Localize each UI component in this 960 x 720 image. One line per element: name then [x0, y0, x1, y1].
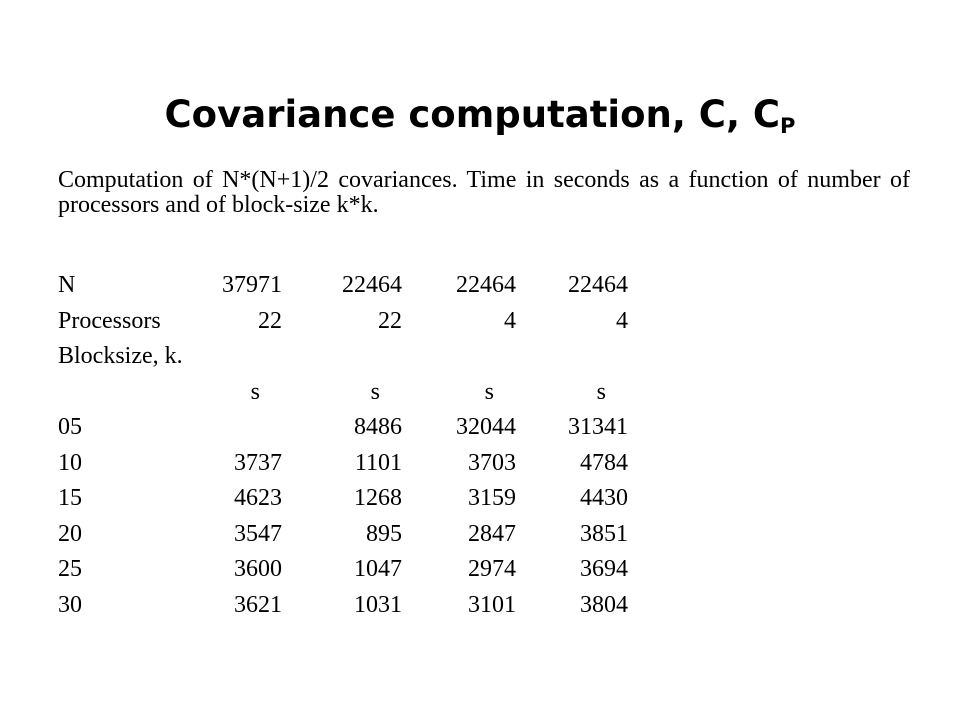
blocksize-value: 10	[58, 449, 82, 476]
time-cell: 3851	[580, 520, 628, 547]
time-cell: 3694	[580, 556, 628, 582]
title-main: Covariance computation, C, C	[164, 92, 781, 136]
time-cell: 3737	[234, 449, 282, 476]
time-cell: 8486	[354, 414, 402, 440]
processors-value: 4	[504, 307, 516, 334]
blocksize-value: 15	[58, 485, 82, 511]
time-cell: 4784	[580, 449, 628, 476]
blocksize-value: 05	[58, 414, 82, 440]
time-cell: 3101	[468, 591, 516, 618]
unit-label: s	[484, 378, 494, 405]
table-row	[58, 410, 628, 446]
units-spacer	[58, 375, 182, 411]
processors-label: Processors	[58, 307, 161, 334]
units-row	[58, 375, 628, 411]
n-value: 22464	[568, 272, 628, 298]
time-cell: 2974	[468, 556, 516, 582]
time-cell: 3547	[234, 520, 282, 547]
processors-value: 22	[258, 307, 282, 334]
processors-row	[58, 304, 628, 340]
blocksize-value: 25	[58, 556, 82, 582]
time-cell: 4623	[234, 485, 282, 511]
n-row	[58, 268, 628, 304]
time-cell: 3804	[580, 591, 628, 618]
time-cell: 1047	[354, 556, 402, 582]
time-cell	[182, 410, 282, 446]
table-row	[58, 552, 628, 588]
time-cell: 1031	[354, 591, 402, 618]
n-value: 22464	[456, 272, 516, 298]
table-row	[58, 446, 628, 482]
slide-title	[0, 91, 960, 139]
time-cell: 31341	[568, 414, 628, 440]
table-row	[58, 517, 628, 553]
time-cell: 1101	[354, 449, 402, 476]
time-cell: 4430	[580, 485, 628, 511]
unit-label: s	[250, 378, 260, 405]
processors-value: 22	[378, 307, 402, 334]
time-cell: 895	[366, 520, 402, 547]
time-cell: 3600	[234, 556, 282, 582]
n-value: 37971	[222, 272, 282, 298]
table-row	[58, 481, 628, 517]
blocksize-row	[58, 339, 628, 375]
time-cell: 3621	[234, 591, 282, 618]
time-cell: 32044	[456, 414, 516, 440]
n-value: 22464	[342, 272, 402, 298]
time-cell: 3703	[468, 449, 516, 476]
unit-label: s	[596, 378, 606, 405]
intro-paragraph: Computation of N*(N+1)/2 covariances. Time in seconds as a function of number of processors and of block-size k*k.	[58, 167, 910, 218]
blocksize-value: 30	[58, 591, 82, 618]
time-cell: 2847	[468, 520, 516, 547]
unit-label: s	[370, 378, 380, 405]
time-cell: 1268	[354, 485, 402, 511]
processors-value: 4	[616, 307, 628, 334]
timing-table	[58, 268, 628, 623]
blocksize-label: Blocksize, k.	[58, 343, 183, 369]
table-row	[58, 588, 628, 624]
n-label: N	[58, 272, 76, 298]
time-cell: 3159	[468, 485, 516, 511]
blocksize-value: 20	[58, 520, 82, 547]
title-subscript: P	[780, 113, 796, 138]
